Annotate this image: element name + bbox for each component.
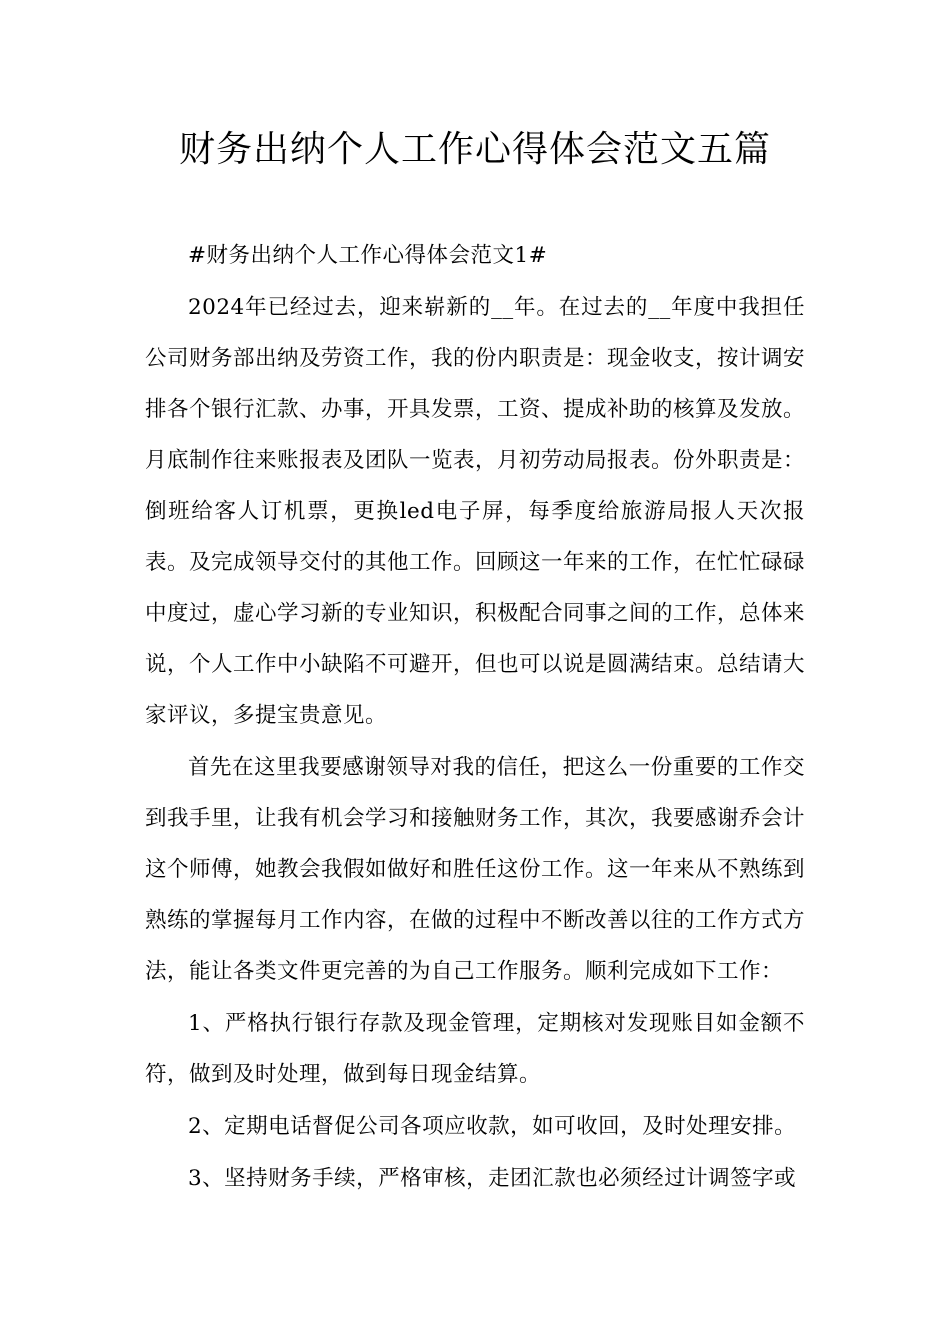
- body-paragraph: 首先在这里我要感谢领导对我的信任，把这么一份重要的工作交到我手里，让我有机会学习和接触财务工作，其次，我要感谢乔会计这个师傅，她教会我假如做好和胜任这份工作。这一年来从不熟练到熟练的掌握每月工作内容，在做的过程中不断改善以往的工作方式方法，能让各类文件更完善的为自己工作服务。顺利完成如下工作：: [145, 755, 806, 984]
- document-title: 财务出纳个人工作心得体会范文五篇: [178, 129, 771, 170]
- list-item: 3、坚持财务手续，严格审核，走团汇款也必须经过计调签字或: [188, 1166, 797, 1191]
- list-item: 2、定期电话督促公司各项应收款，如可收回，及时处理安排。: [188, 1114, 797, 1139]
- list-item: 1、严格执行银行存款及现金管理，定期核对发现账目如金额不符，做到及时处理，做到每日现金结算。: [145, 1011, 805, 1087]
- body-paragraph: 2024年已经过去，迎来崭新的__年。在过去的__年度中我担任公司财务部出纳及劳资工作，我的份内职责是：现金收支，按计调安排各个银行汇款、办事，开具发票，工资、提成补助的核算及发放。月底制作往来账报表及团队一览表，月初劳动局报表。份外职责是：倒班给客人订机票，更换led电子屏，每季度给旅游局报人天次报表。及完成领导交付的其他工作。回顾这一年来的工作，在忙忙碌碌中度过，虚心学习新的专业知识，积极配合同事之间的工作，总体来说，个人工作中小缺陷不可避开，但也可以说是圆满结束。总结请大家评议，多提宝贵意见。: [145, 295, 806, 728]
- section-heading: #财务出纳个人工作心得体会范文1#: [188, 243, 548, 268]
- document-body: [145, 230, 805, 1204]
